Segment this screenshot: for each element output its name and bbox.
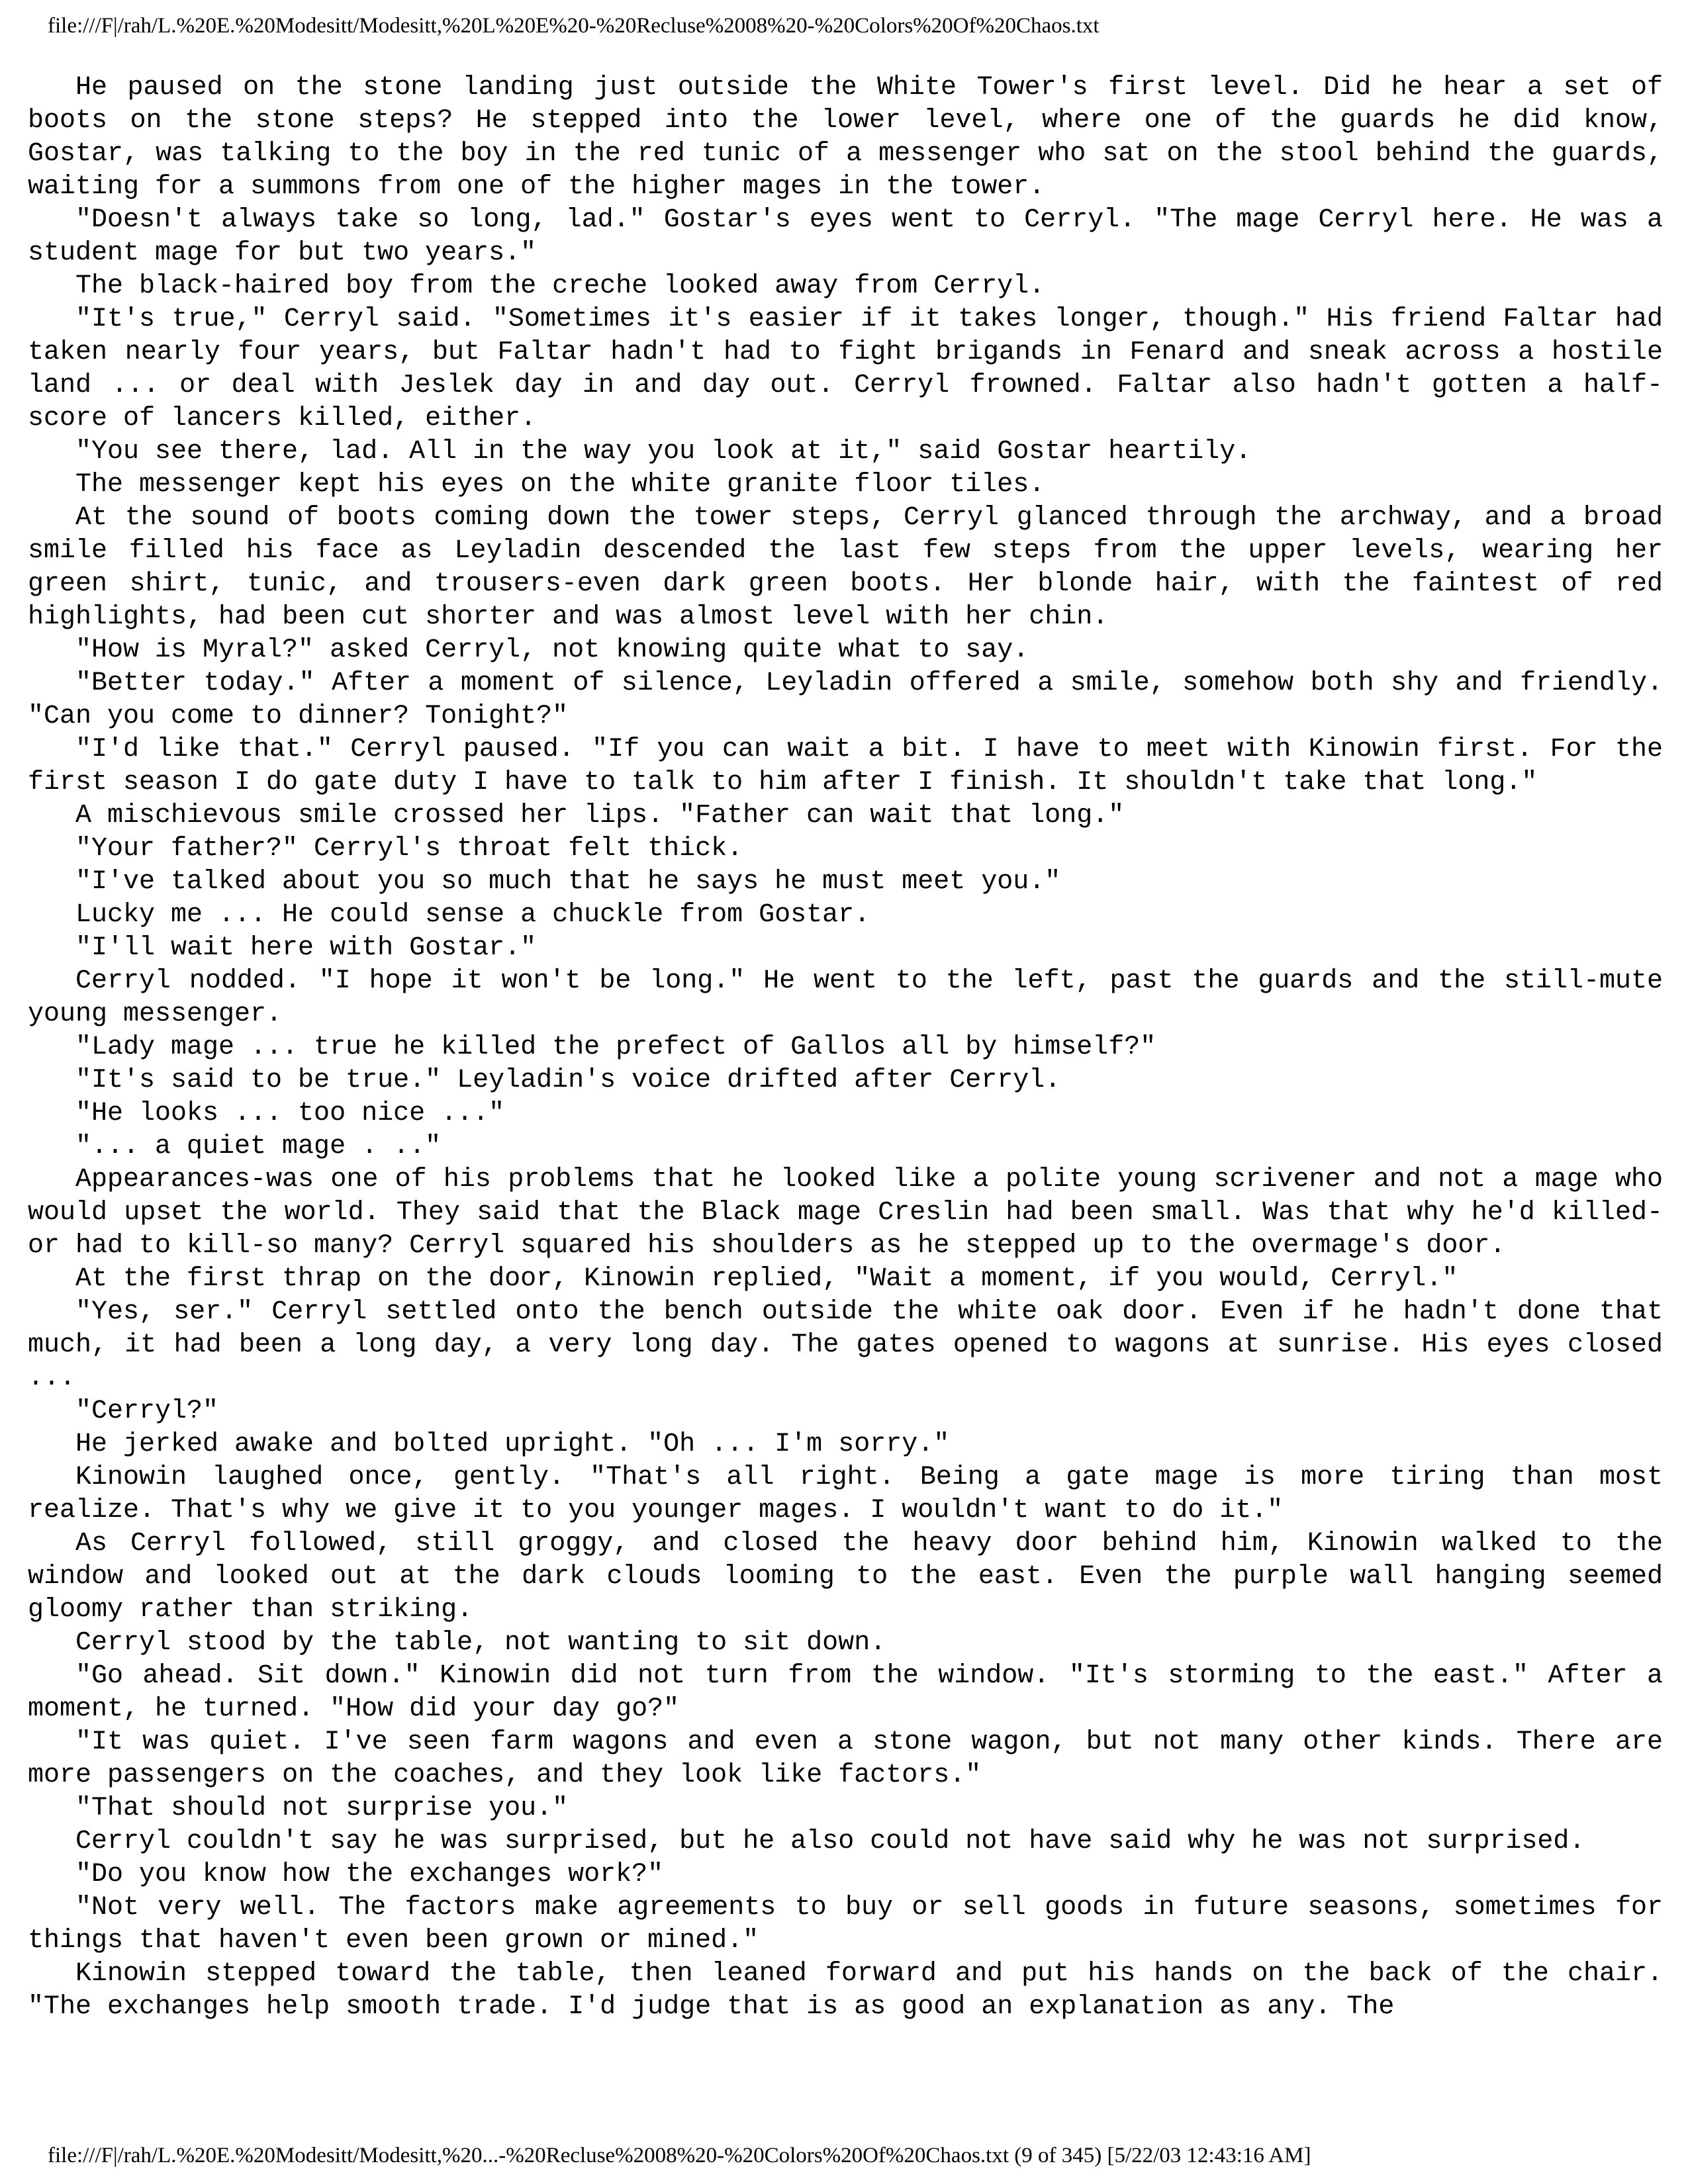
paragraph: "Cerryl?" — [75, 1396, 219, 1426]
footer-file-path: file:///F|/rah/L.%20E.%20Modesitt/Modesitt,%20...-%20Recluse%2008%20-%20Colors%20Of%20Chaos.txt (9 of 345) [5/22/03 12:43:16 AM] — [48, 2144, 1311, 2167]
paragraph: Kinowin laughed once, gently. "That's all right. Being a gate mage is more tiring than most realize. That's why we give it to you younger mages. I wouldn't want to do it." — [28, 1463, 1663, 1525]
paragraph: He paused on the stone landing just outside the White Tower's first level. Did he hear a set of boots on the stone steps? He stepped into the lower level, where one of the guards he did know, Gostar, was talking to the boy in the red tunic of a messenger who sat on the stool behind the guards, waiting for a summons from one of the higher mages in the tower. — [28, 73, 1663, 202]
paragraph: "I'd like that." Cerryl paused. "If you can wait a bit. I have to meet with Kinowin first. For the first season I do gate duty I have to talk to him after I finish. It shouldn't take that long." — [28, 735, 1663, 797]
document-body — [28, 71, 1663, 2024]
paragraph: "It's said to be true." Leyladin's voice drifted after Cerryl. — [75, 1066, 1061, 1095]
paragraph: "How is Myral?" asked Cerryl, not knowing quite what to say. — [75, 635, 1029, 665]
paragraph: "Better today." After a moment of silence, Leyladin offered a smile, somehow both shy and friendly. "Can you come to dinner? Tonight?" — [28, 668, 1663, 731]
paragraph: "That should not surprise you." — [75, 1794, 569, 1823]
paragraph: "You see there, lad. All in the way you look at it," said Gostar heartily. — [75, 437, 1252, 467]
paragraph: Appearances-was one of his problems that he looked like a polite young scrivener and not a mage who would upset the world. They said that the Black mage Creslin had been small. Was that why he'd killed- or had to kill-so many? Cerryl squared his shoulders as he stepped up to the overmage's door. — [28, 1165, 1663, 1261]
paragraph: The black-haired boy from the creche looked away from Cerryl. — [75, 271, 1045, 301]
paragraph: Lucky me ... He could sense a chuckle from Gostar. — [75, 900, 870, 930]
paragraph: "I'll wait here with Gostar." — [75, 933, 537, 963]
paragraph: He jerked awake and bolted upright. "Oh ... I'm sorry." — [75, 1430, 950, 1459]
paragraph: At the first thrap on the door, Kinowin replied, "Wait a moment, if you would, Cerryl." — [75, 1264, 1458, 1294]
paragraph: Kinowin stepped toward the table, then leaned forward and put his hands on the back of the chair. "The exchanges help smooth trade. I'd judge that is as good an explanation as any. The — [28, 1959, 1663, 2022]
paragraph: "Your father?" Cerryl's throat felt thick. — [75, 834, 743, 864]
paragraph: "Go ahead. Sit down." Kinowin did not turn from the window. "It's storming to the east." After a moment, he turned. "How did your day go?" — [28, 1661, 1663, 1724]
paragraph: Cerryl couldn't say he was surprised, but he also could not have said why he was not surprised. — [75, 1827, 1585, 1856]
paragraph: The messenger kept his eyes on the white granite floor tiles. — [75, 470, 1045, 500]
paragraph: "Do you know how the exchanges work?" — [75, 1860, 664, 1889]
paragraph: "Yes, ser." Cerryl settled onto the bench outside the white oak door. Even if he hadn't done that much, it had been a long day, a very long day. The gates opened to wagons at sunrise. His eyes closed ... — [28, 1297, 1663, 1393]
paragraph: A mischievous smile crossed her lips. "Father can wait that long." — [75, 801, 1125, 831]
paragraph: "Lady mage ... true he killed the prefect of Gallos all by himself?" — [75, 1032, 1156, 1062]
paragraph: Cerryl nodded. "I hope it won't be long." He went to the left, past the guards and the still-mute young messenger. — [28, 966, 1663, 1029]
paragraph: "He looks ... too nice ..." — [75, 1099, 505, 1128]
paragraph: At the sound of boots coming down the tower steps, Cerryl glanced through the archway, and a broad smile filled his face as Leyladin descended the last few steps from the upper levels, wearing her green shirt, tunic, and trousers-even dark green boots. Her blonde hair, with the faintest of red highlights, had been cut shorter and was almost level with her chin. — [28, 503, 1663, 632]
header-file-path: file:///F|/rah/L.%20E.%20Modesitt/Modesitt,%20L%20E%20-%20Recluse%2008%20-%20Colors%20Of%20Chaos.txt — [48, 14, 1100, 38]
paragraph: "... a quiet mage . .." — [75, 1132, 442, 1161]
paragraph: "It's true," Cerryl said. "Sometimes it's easier if it takes longer, though." His friend Faltar had taken nearly four years, but Faltar hadn't had to fight brigands in Fenard and sneak across a hostile land ... or deal with Jeslek day in and day out. Cerryl frowned. Faltar also hadn't gotten a half-score of lancers killed, either. — [28, 304, 1663, 433]
paragraph: "I've talked about you so much that he says he must meet you." — [75, 867, 1061, 897]
paragraph: "Not very well. The factors make agreements to buy or sell goods in future seasons, sometimes for things that haven't even been grown or mined." — [28, 1893, 1663, 1956]
paragraph: "It was quiet. I've seen farm wagons and even a stone wagon, but not many other kinds. There are more passengers on the coaches, and they look like factors." — [28, 1727, 1663, 1790]
paragraph: Cerryl stood by the table, not wanting to sit down. — [75, 1628, 886, 1658]
paragraph: As Cerryl followed, still groggy, and closed the heavy door behind him, Kinowin walked to the window and looked out at the dark clouds looming to the east. Even the purple wall hanging seemed gloomy rather than striking. — [28, 1529, 1663, 1625]
paragraph: "Doesn't always take so long, lad." Gostar's eyes went to Cerryl. "The mage Cerryl here. He was a student mage for but two years." — [28, 205, 1663, 268]
